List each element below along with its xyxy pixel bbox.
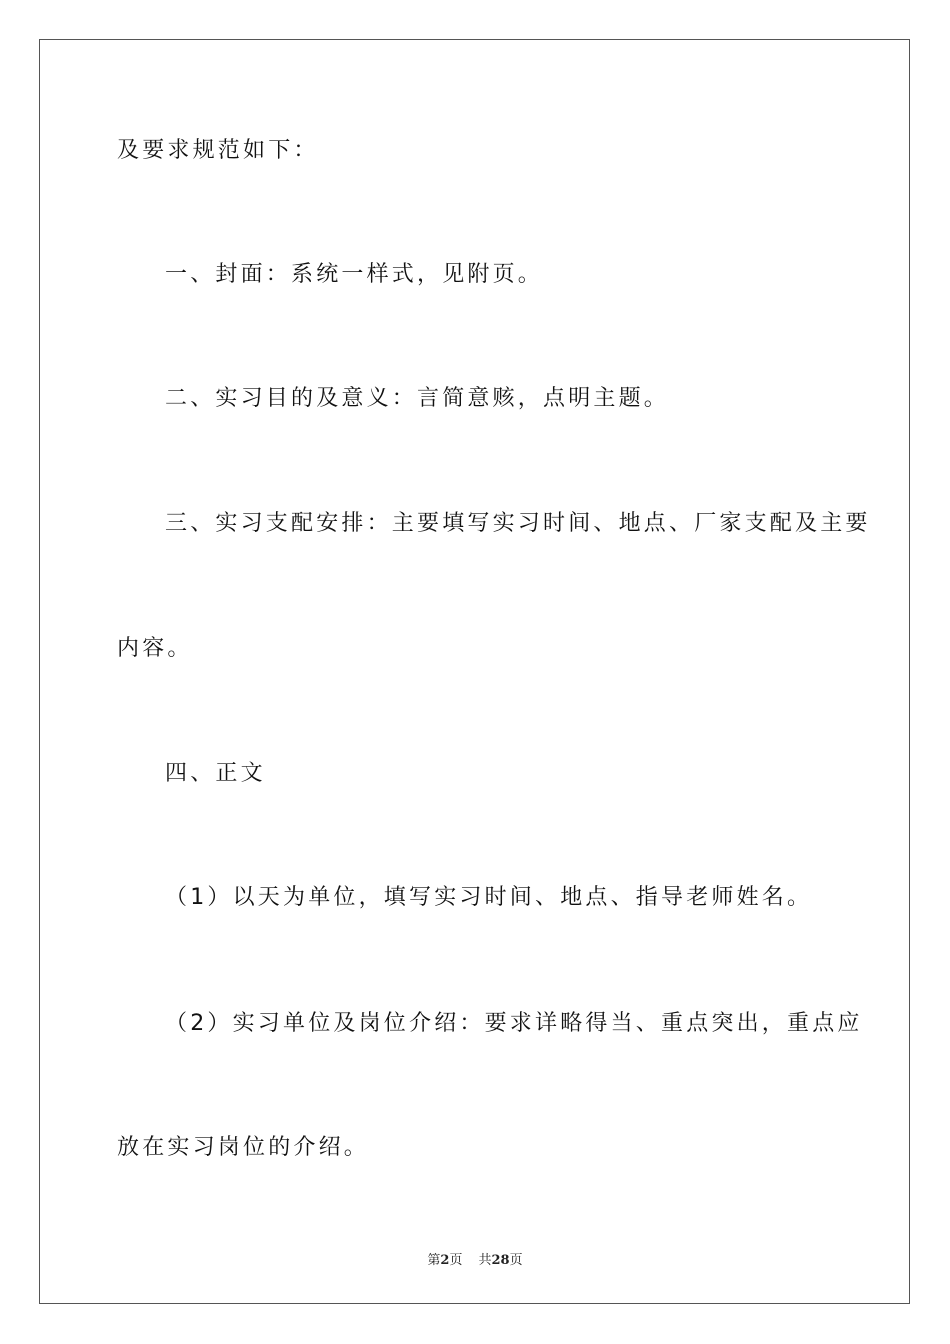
body-item-2: （2）实习单位及岗位介绍：要求详略得当、重点突出，重点应: [165, 1011, 863, 1036]
paragraph-line: 及要求规范如下：: [117, 138, 319, 163]
body-item-1: （1）以天为单位，填写实习时间、地点、指导老师姓名。: [165, 885, 813, 910]
section-body-heading: 四、正文: [165, 761, 266, 786]
total-suffix: 页: [509, 1253, 523, 1268]
page-suffix: 页: [449, 1253, 463, 1268]
section-cover: 一、封面：系统一样式，见附页。: [165, 262, 544, 287]
page-border: [39, 39, 910, 1304]
section-schedule-continued: 内容。: [117, 636, 193, 661]
page-footer: [0, 1249, 950, 1268]
total-pages: 28: [491, 1253, 510, 1268]
section-purpose: 二、实习目的及意义：言简意赅，点明主题。: [165, 386, 670, 411]
section-schedule: 三、实习支配安排：主要填写实习时间、地点、厂家支配及主要: [165, 511, 871, 536]
total-prefix: 共: [478, 1253, 492, 1268]
page-number: 2: [440, 1253, 450, 1268]
page-prefix: 第: [427, 1253, 441, 1268]
body-item-2-continued: 放在实习岗位的介绍。: [117, 1135, 370, 1160]
